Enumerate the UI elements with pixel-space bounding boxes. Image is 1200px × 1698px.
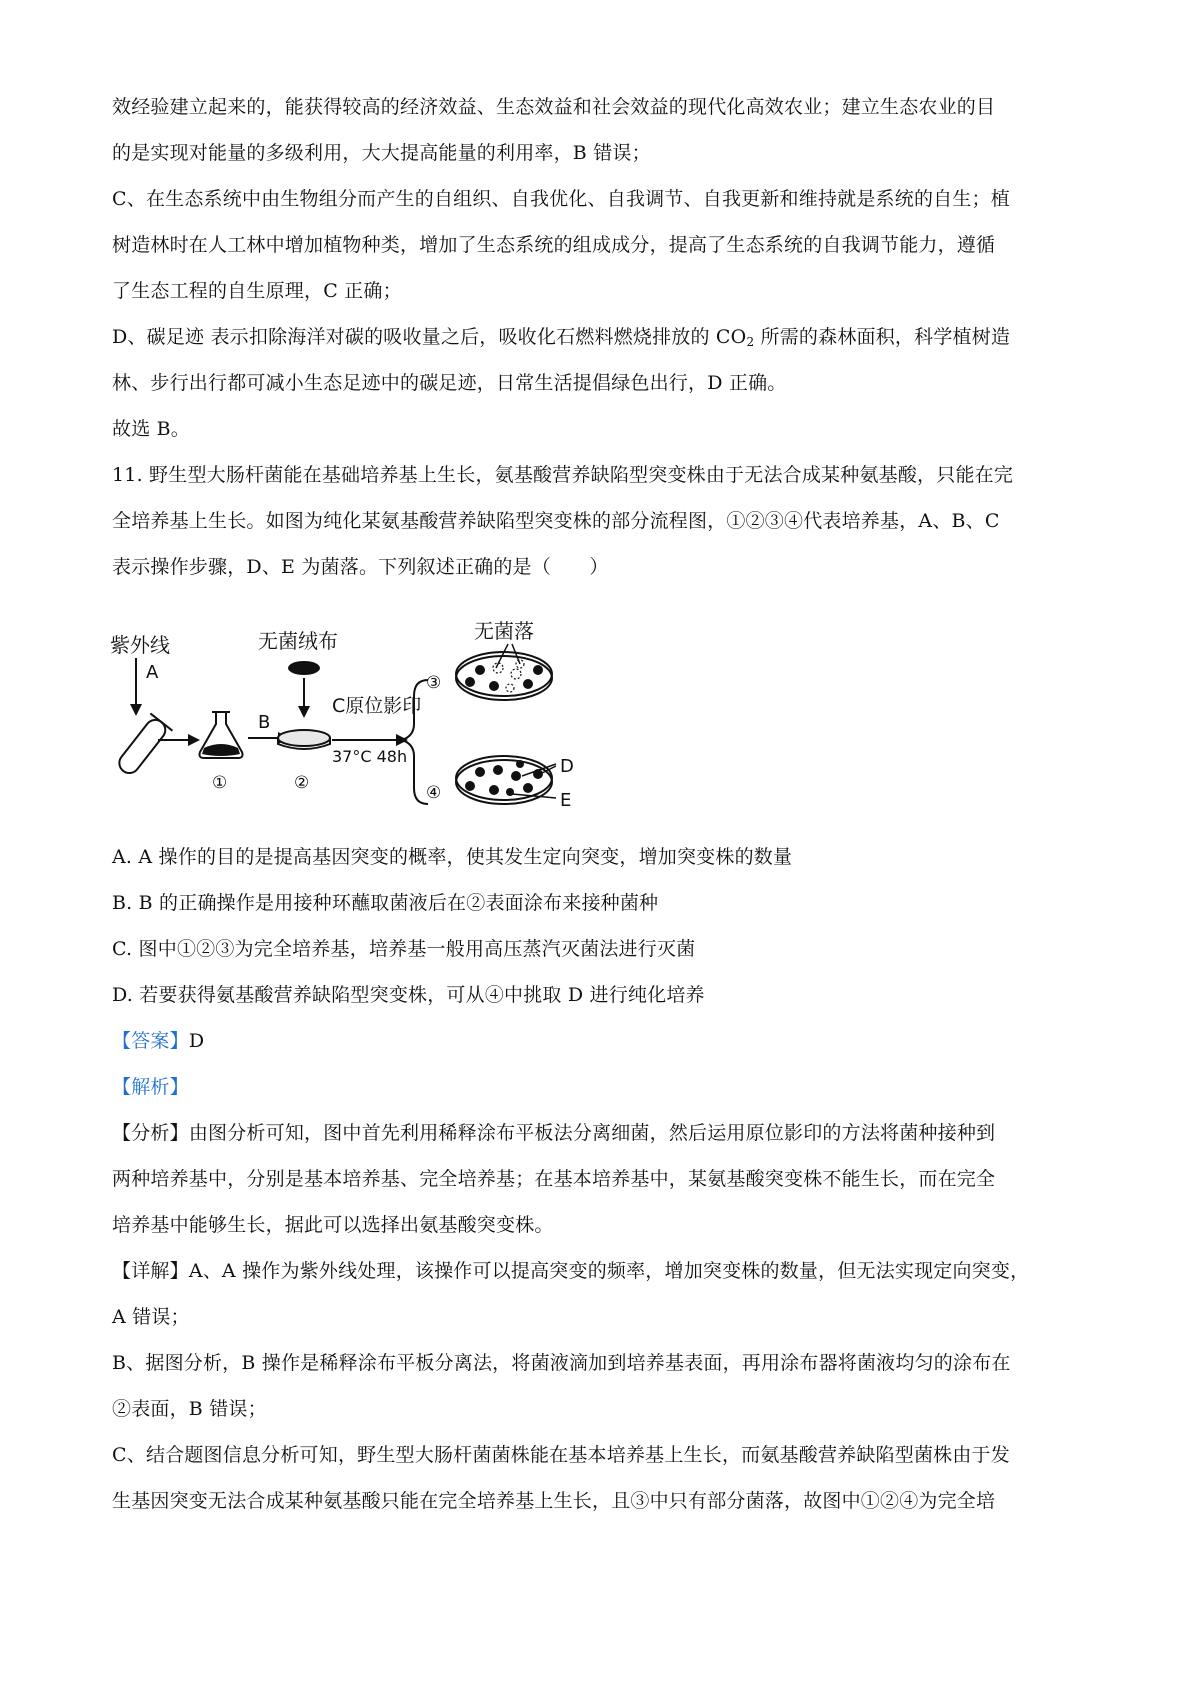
paragraph-line: 林、步行出行都可减小生态足迹中的碳足迹，日常生活提倡绿色出行，D 正确。 xyxy=(112,372,787,394)
medium-4-label: ④ xyxy=(426,783,442,803)
text-segment: A、A 操作为紫外线处理，该操作可以提高突变的频率，增加突变株的数量，但无法实现定向突变， xyxy=(188,1260,1030,1282)
arrowhead-a xyxy=(130,704,142,716)
step-a-label: A xyxy=(146,662,159,683)
paragraph-line-co2 xyxy=(112,314,1102,366)
text-segment: 所需的森林面积，科学植树造 xyxy=(754,326,1011,348)
detail-line: 生基因突变无法合成某种氨基酸只能在完全培养基上生长，且③中只有部分菌落，故图中①②④为完全培 xyxy=(112,1490,996,1512)
paragraph-line: C、在生态系统中由生物组分而产生的自组织、自我优化、自我调节、自我更新和维持就是系统的自生；植 xyxy=(112,188,1010,210)
colony-d-label: D xyxy=(560,756,574,777)
velvet-label: 无菌绒布 xyxy=(258,629,338,653)
option-b: B. B 的正确操作是用接种环蘸取菌液后在②表面涂布来接种菌种 xyxy=(112,892,659,914)
detail-line: A 错误； xyxy=(112,1306,190,1328)
analysis-label: 【解析】 xyxy=(112,1076,189,1098)
subscript: 2 xyxy=(746,335,755,349)
analysis-line: 两种培养基中，分别是基本培养基、完全培养基；在基本培养基中，某氨基酸突变株不能生长，而在完全 xyxy=(112,1168,996,1190)
medium-1-label: ① xyxy=(212,773,228,793)
question-line: 全培养基上生长。如图为纯化某氨基酸营养缺陷型突变株的部分流程图，①②③④代表培养基，A、B、C xyxy=(112,510,1000,532)
option-a: A. A 操作的目的是提高基因突变的概率，使其发生定向突变，增加突变株的数量 xyxy=(112,846,793,868)
question-line: 表示操作步骤，D、E 为菌落。下列叙述正确的是（ ） xyxy=(112,556,609,578)
answer-label: 【答案】 xyxy=(112,1030,189,1052)
plate-3-icon xyxy=(456,652,552,700)
velvet-icon xyxy=(288,661,320,675)
detail-line: B、据图分析，B 操作是稀释涂布平板分离法，将菌液滴加到培养基表面，再用涂布器将菌液均匀的涂布在 xyxy=(112,1352,1011,1374)
detail-line: ②表面，B 错误； xyxy=(112,1398,267,1420)
flowchart-figure xyxy=(108,612,668,832)
paragraph-line: 的是实现对能量的多级利用，大大提高能量的利用率，B 错误； xyxy=(112,142,651,164)
answer-value: D xyxy=(188,1030,205,1052)
fenxi-label: 【分析】 xyxy=(112,1122,189,1144)
plate-2-icon xyxy=(278,730,330,749)
option-c: C. 图中①②③为完全培养基，培养基一般用高压蒸汽灭菌法进行灭菌 xyxy=(112,938,696,960)
test-tube-icon xyxy=(112,713,172,779)
analysis-line: 培养基中能够生长，据此可以选择出氨基酸突变株。 xyxy=(112,1214,554,1236)
answer-line xyxy=(112,1018,1102,1065)
detail-label: 【详解】 xyxy=(112,1260,189,1282)
question-line: 11. 野生型大肠杆菌能在基础培养基上生长，氨基酸营养缺陷型突变株由于无法合成某种氨基酸，只能在完 xyxy=(112,464,1014,486)
medium-3-label: ③ xyxy=(426,673,442,693)
conclusion-line: 故选 B。 xyxy=(112,418,191,440)
option-d: D. 若要获得氨基酸营养缺陷型突变株，可从④中挑取 D 进行纯化培养 xyxy=(112,984,705,1006)
detail-line xyxy=(112,1248,1102,1295)
paragraph-line: 了生态工程的自生原理，C 正确； xyxy=(112,280,402,302)
medium-2-label: ② xyxy=(294,773,310,793)
paragraph-line: 效经验建立起来的，能获得较高的经济效益、生态效益和社会效益的现代化高效农业；建立生态农业的目 xyxy=(112,96,996,118)
uv-label: 紫外线 xyxy=(110,633,170,657)
step-c-label: C原位影印 xyxy=(332,695,422,717)
colony-e-label: E xyxy=(560,790,572,811)
condition-label: 37°C 48h xyxy=(332,747,408,766)
detail-line: C、结合题图信息分析可知，野生型大肠杆菌菌株能在基本培养基上生长，而氨基酸营养缺陷型菌株由于发 xyxy=(112,1444,1010,1466)
paragraph-line: 树造林时在人工林中增加植物种类，增加了生态系统的组成成分，提高了生态系统的自我调节能力，遵循 xyxy=(112,234,996,256)
arrowhead xyxy=(188,734,200,746)
text-segment: 由图分析可知，图中首先利用稀释涂布平板法分离细菌，然后运用原位影印的方法将菌种接种到 xyxy=(188,1122,996,1144)
arrowhead-velvet xyxy=(298,706,310,718)
text-segment: D、碳足迹 表示扣除海洋对碳的吸收量之后，吸收化石燃料燃烧排放的 CO xyxy=(112,326,747,348)
no-colony-label: 无菌落 xyxy=(474,619,534,643)
step-b-label: B xyxy=(258,712,271,733)
flask-icon xyxy=(200,712,243,758)
analysis-line xyxy=(112,1110,1102,1157)
